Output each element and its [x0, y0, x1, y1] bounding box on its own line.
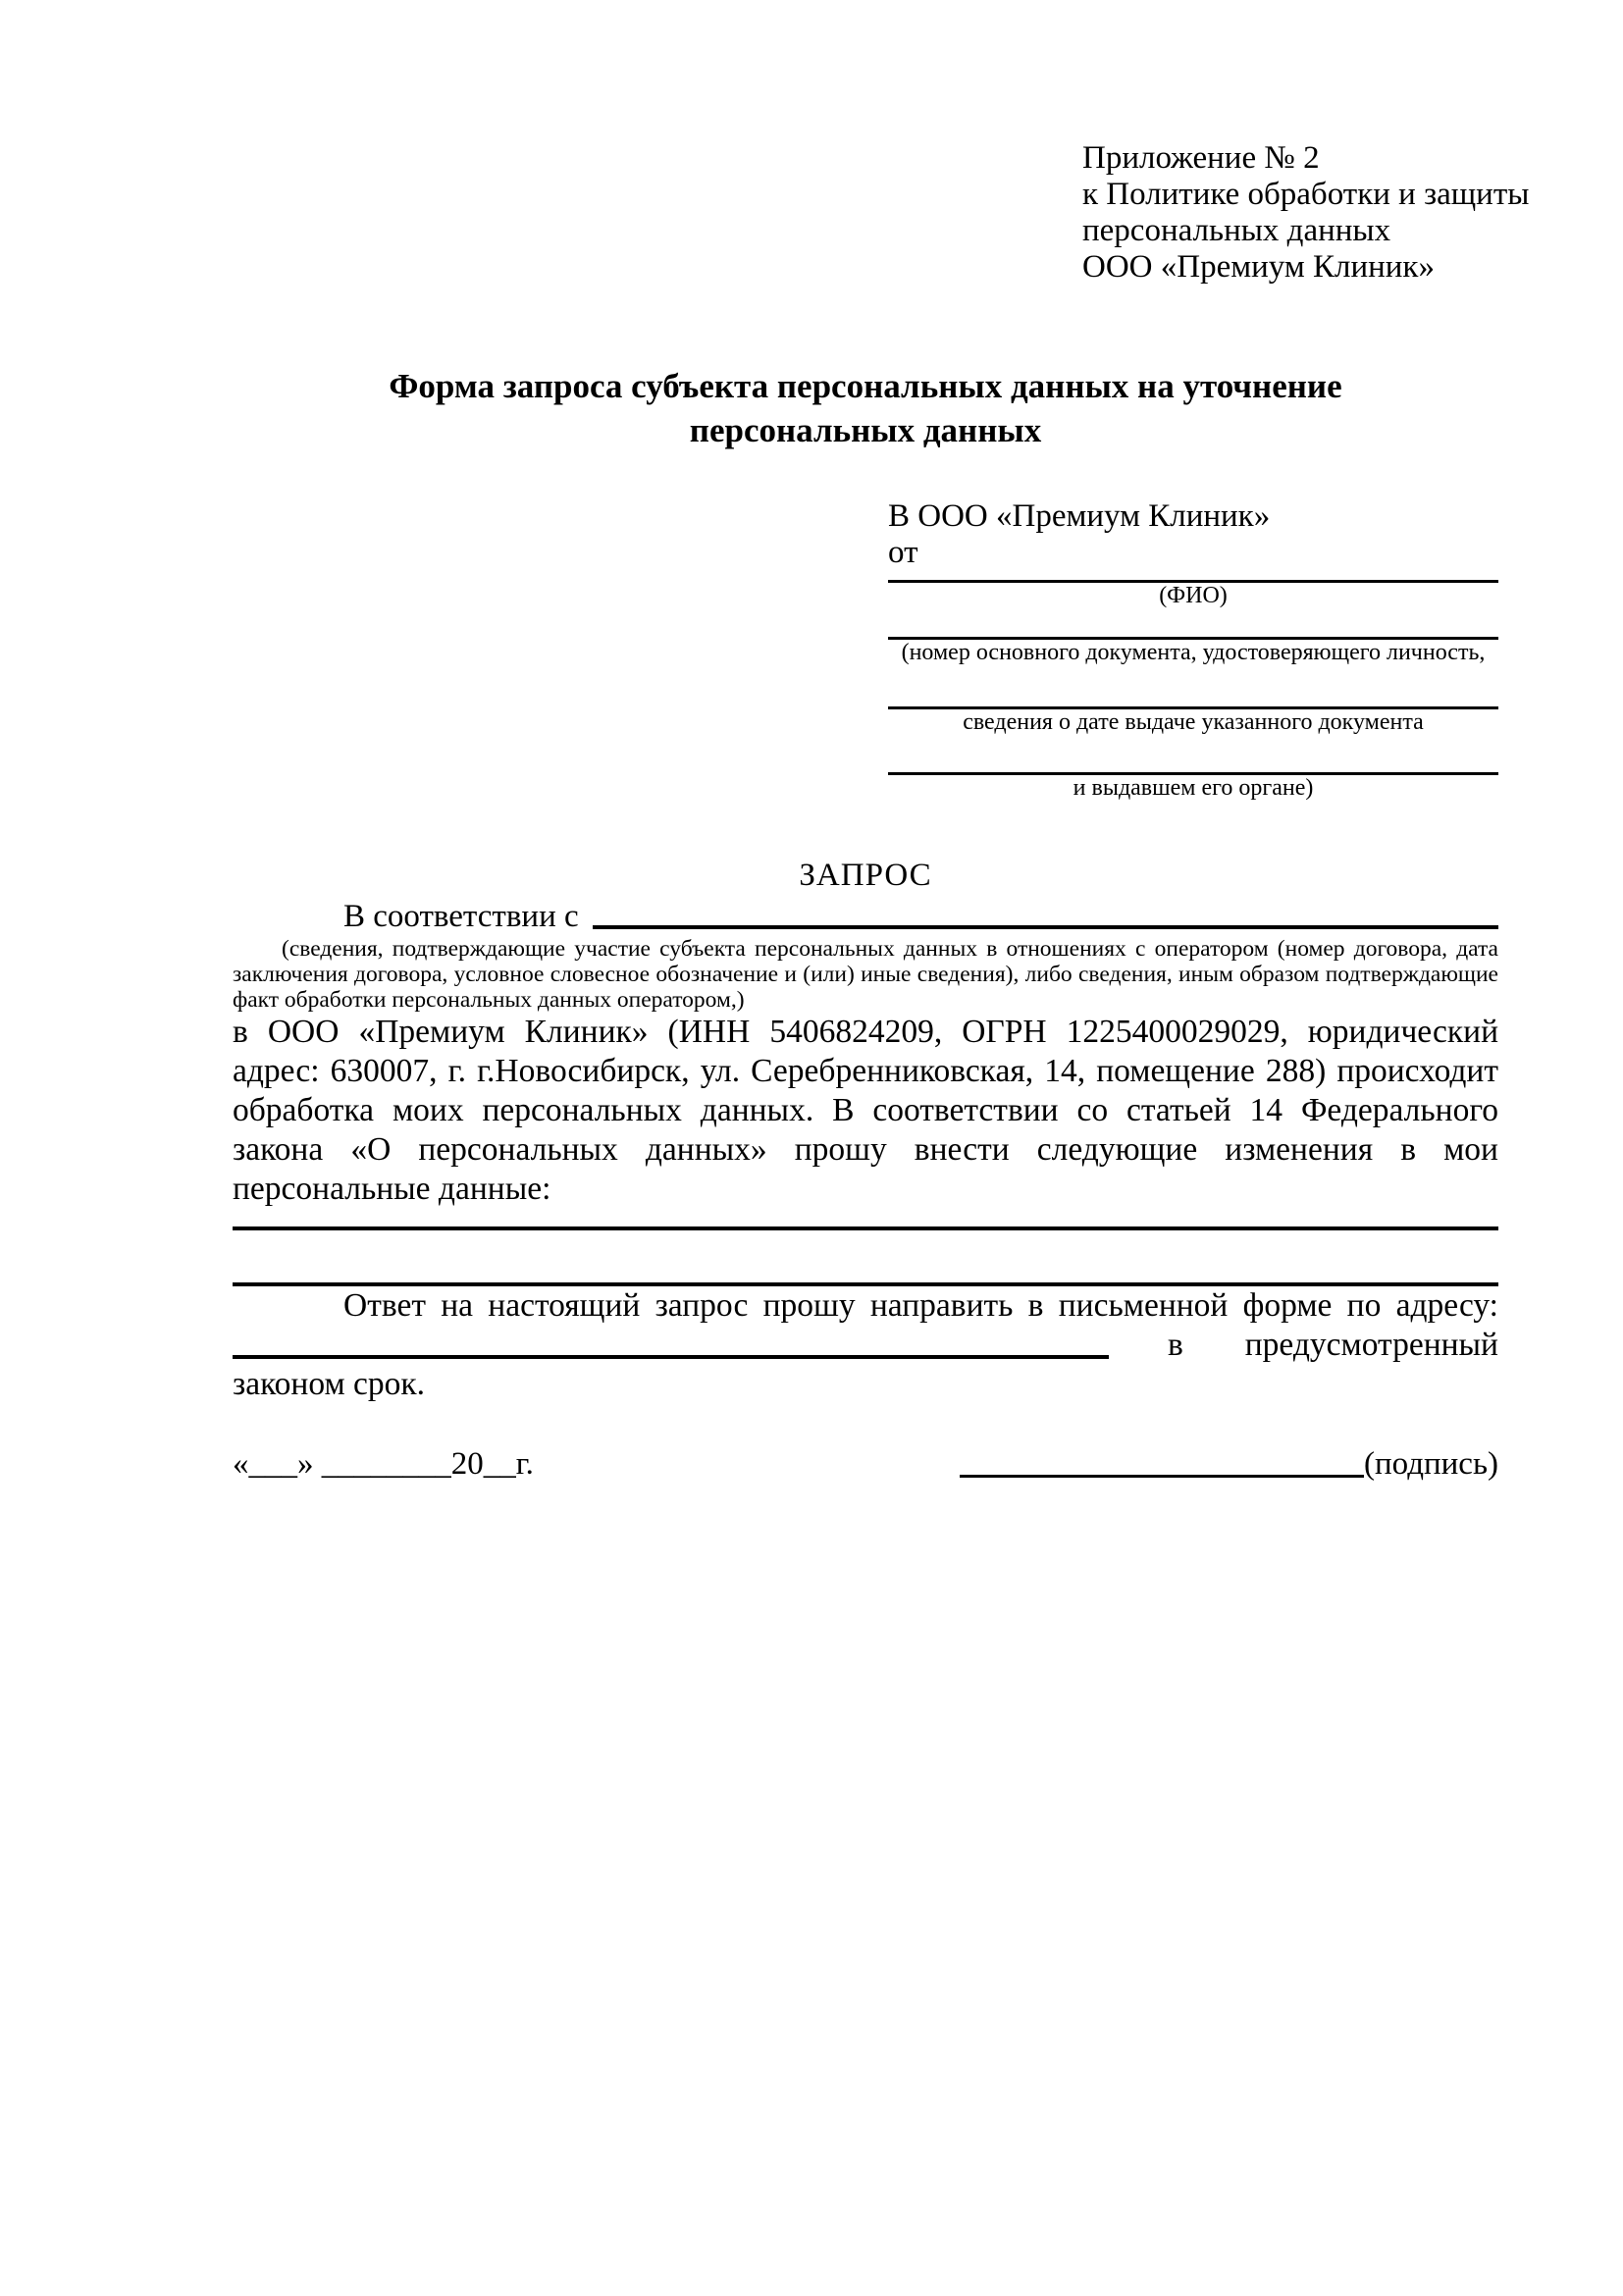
reply-word-v: в: [1168, 1327, 1183, 1363]
changes-blank-line-2: [233, 1230, 1498, 1286]
issuer-caption: и выдавшем его органе): [1073, 775, 1314, 801]
reply-word-predusmotrenny: предусмотренный: [1244, 1327, 1498, 1363]
request-body-paragraph: в ООО «Премиум Клиник» (ИНН 5406824209, ОГРН 1225400029029, юридический адрес: 630007, г. г.Новосибирск, ул. Серебренниковская, 14, помещение 288) происходит обработка моих персональных данных. В соответствии со статьей 14 Федерального закона «О персональных данных» прошу внести следующие изменения в мои персональные данные:: [233, 1014, 1498, 1207]
annex-line-3: персональных данных: [1082, 213, 1391, 248]
issue-date-caption: сведения о дате выдаче указанного документа: [963, 709, 1424, 735]
issue-date-blank-line: [888, 666, 1498, 709]
basis-row: [233, 897, 1498, 936]
doc-number-caption: (номер основного документа, удостоверяющего личность,: [901, 640, 1486, 665]
basis-blank-line: [593, 897, 1498, 929]
changes-blank-line-1: [233, 1209, 1498, 1230]
reply-intro-line: Ответ на настоящий запрос прошу направить в письменной форме по адресу:: [343, 1287, 1498, 1324]
annex-header: [1082, 140, 1530, 286]
addressee-block: [888, 496, 1498, 802]
request-heading: ЗАПРОС: [799, 858, 932, 893]
addressee-from-label: от: [888, 535, 918, 570]
signature-caption: (подпись): [1364, 1446, 1498, 1482]
reply-end-line: законом срок.: [233, 1366, 426, 1402]
annex-line-1: Приложение № 2: [1082, 140, 1320, 176]
addressee-to: В ООО «Премиум Клиник»: [888, 498, 1271, 534]
spacer: [534, 1443, 960, 1485]
date-signature-row: [233, 1443, 1498, 1485]
fio-caption: (ФИО): [1159, 583, 1228, 608]
document-title: [233, 364, 1498, 452]
reply-address-row: [233, 1326, 1498, 1365]
annex-line-2: к Политике обработки и защиты: [1082, 177, 1530, 212]
date-blank-text: «___» ________20__г.: [233, 1446, 534, 1482]
issuer-blank-line: [888, 736, 1498, 775]
annex-line-4: ООО «Премиум Клиник»: [1082, 249, 1435, 285]
basis-note: (сведения, подтверждающие участие субъекта персональных данных в отношениях с оператором (номер договора, дата заключения договора, условное словесное обозначение и (или) иные сведения), либо сведения, иным образом подтверждающие факт обработки персональных данных оператором,): [233, 936, 1498, 1013]
doc-number-blank-line: [888, 609, 1498, 640]
fio-blank-line: [888, 569, 1498, 583]
reply-address-blank-line: [233, 1326, 1109, 1359]
signature-blank-line: [960, 1443, 1364, 1478]
title-line-1: Форма запроса субъекта персональных данных на уточнение: [389, 367, 1342, 405]
title-line-2: персональных данных: [689, 411, 1042, 449]
basis-prefix-text: В соответствии с: [343, 899, 579, 934]
